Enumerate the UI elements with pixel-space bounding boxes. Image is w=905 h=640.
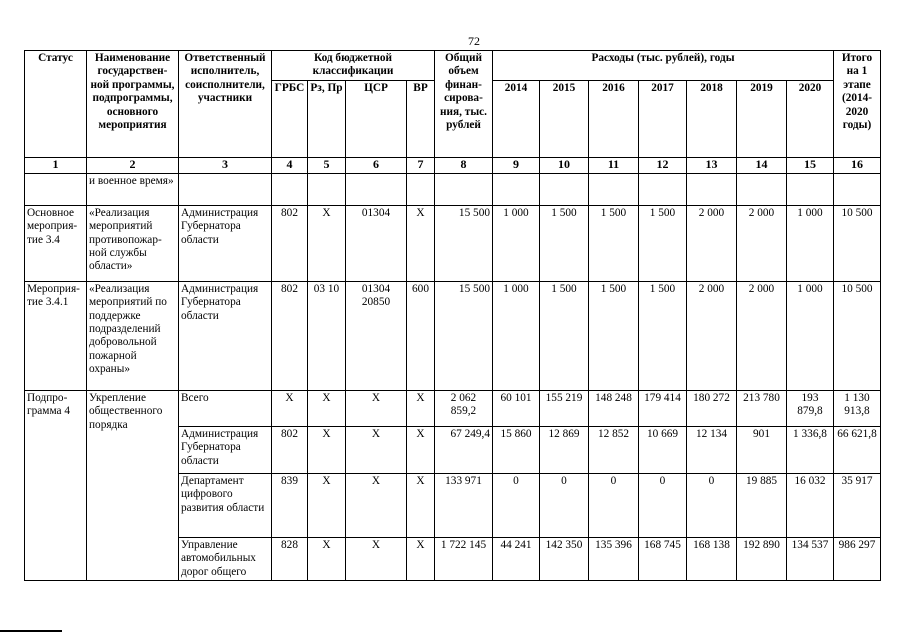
year-cell: 1 500	[589, 205, 639, 281]
executor-cell: Администрация Губернатора области	[179, 426, 272, 473]
csr-cell: Х	[346, 426, 407, 473]
col-number: 13	[687, 157, 737, 173]
status-cell: Основное мероприя-тие 3.4	[25, 205, 87, 281]
header-vr: ВР	[407, 80, 435, 157]
csr-cell: Х	[346, 390, 407, 426]
header-name: Наименование государствен-ной программы, подпрограммы, основного мероприятия	[87, 51, 179, 158]
page-number: 72	[468, 34, 480, 48]
year-cell: 2 000	[687, 281, 737, 390]
year-cell: 19 885	[737, 473, 787, 537]
col-number: 14	[737, 157, 787, 173]
year-cell: 15 860	[493, 426, 540, 473]
table-row	[25, 173, 881, 205]
header-year: 2014	[493, 80, 540, 157]
vr-cell: Х	[407, 537, 435, 580]
total-cell: 15 500	[435, 281, 493, 390]
year-cell: 10 669	[639, 426, 687, 473]
header-stage-total: Итого на 1 этапе (2014-2020 годы)	[834, 51, 881, 158]
grbs-cell: 802	[272, 426, 308, 473]
vr-cell: 600	[407, 281, 435, 390]
year-cell: 2 000	[737, 281, 787, 390]
table-row-subprogram-4-total	[25, 390, 881, 426]
grbs-cell: 828	[272, 537, 308, 580]
header-year: 2017	[639, 80, 687, 157]
header-executor: Ответственный исполнитель, соисполнители, участники	[179, 51, 272, 158]
year-cell: 179 414	[639, 390, 687, 426]
header-year: 2018	[687, 80, 737, 157]
col-number: 10	[540, 157, 589, 173]
year-cell: 155 219	[540, 390, 589, 426]
year-cell: 0	[493, 473, 540, 537]
rz-cell: Х	[308, 205, 346, 281]
col-number: 9	[493, 157, 540, 173]
name-cell: «Реализация мероприятий противопожар-ной службы области»	[87, 205, 179, 281]
year-cell: 134 537	[787, 537, 834, 580]
executor-cell: Департамент цифрового развития области	[179, 473, 272, 537]
year-cell: 1 000	[493, 205, 540, 281]
year-cell: 12 869	[540, 426, 589, 473]
col-number: 2	[87, 157, 179, 173]
stage-total-cell: 10 500	[834, 205, 881, 281]
col-number: 6	[346, 157, 407, 173]
rz-cell: 03 10	[308, 281, 346, 390]
header-year: 2015	[540, 80, 589, 157]
year-cell: 168 745	[639, 537, 687, 580]
stage-total-cell: 1 130 913,8	[834, 390, 881, 426]
header-total: Общий объем финан-сирова-ния, тыс. рублей	[435, 51, 493, 158]
col-number: 5	[308, 157, 346, 173]
status-cell: Подпро-грамма 4	[25, 390, 87, 580]
total-cell: 67 249,4	[435, 426, 493, 473]
stage-total-cell: 10 500	[834, 281, 881, 390]
year-cell: 901	[737, 426, 787, 473]
csr-cell: Х	[346, 537, 407, 580]
header-year: 2020	[787, 80, 834, 157]
csr-cell: Х	[346, 473, 407, 537]
col-number: 11	[589, 157, 639, 173]
year-cell: 1 500	[540, 205, 589, 281]
year-cell: 168 138	[687, 537, 737, 580]
year-cell: 1 336,8	[787, 426, 834, 473]
rz-cell: Х	[308, 537, 346, 580]
csr-cell: 01304	[346, 205, 407, 281]
grbs-cell: Х	[272, 390, 308, 426]
header-rz: Рз, Пр	[308, 80, 346, 157]
grbs-cell: 839	[272, 473, 308, 537]
year-cell: 12 134	[687, 426, 737, 473]
header-budget-code: Код бюджетной классификации	[272, 51, 435, 81]
grbs-cell: 802	[272, 281, 308, 390]
vr-cell: Х	[407, 205, 435, 281]
rz-cell: Х	[308, 426, 346, 473]
executor-cell: Управление автомобильных дорог общего	[179, 537, 272, 580]
year-cell: 1 000	[493, 281, 540, 390]
year-cell: 0	[589, 473, 639, 537]
budget-table	[24, 50, 881, 581]
year-cell: 135 396	[589, 537, 639, 580]
year-cell: 44 241	[493, 537, 540, 580]
year-cell: 192 890	[737, 537, 787, 580]
year-cell: 1 000	[787, 281, 834, 390]
year-cell: 2 000	[737, 205, 787, 281]
year-cell: 12 852	[589, 426, 639, 473]
name-cell: «Реализация мероприятий по поддержке подразделений добровольной пожарной охраны»	[87, 281, 179, 390]
csr-cell: 01304 20850	[346, 281, 407, 390]
column-number-row	[25, 157, 881, 173]
year-cell: 142 350	[540, 537, 589, 580]
total-cell: 15 500	[435, 205, 493, 281]
year-cell: 1 500	[589, 281, 639, 390]
year-cell: 2 000	[687, 205, 737, 281]
header-grbs: ГРБС	[272, 80, 308, 157]
scan-edge-line	[0, 630, 62, 632]
col-number: 3	[179, 157, 272, 173]
total-cell: 1 722 145	[435, 537, 493, 580]
year-cell: 1 500	[639, 205, 687, 281]
stage-total-cell: 35 917	[834, 473, 881, 537]
status-cell: Мероприя-тие 3.4.1	[25, 281, 87, 390]
col-number: 8	[435, 157, 493, 173]
year-cell: 60 101	[493, 390, 540, 426]
header-csr: ЦСР	[346, 80, 407, 157]
stage-total-cell: 986 297	[834, 537, 881, 580]
year-cell: 193 879,8	[787, 390, 834, 426]
stage-total-cell: 66 621,8	[834, 426, 881, 473]
header-year: 2019	[737, 80, 787, 157]
name-cell: и военное время»	[87, 173, 179, 205]
rz-cell: Х	[308, 390, 346, 426]
table-row-event-3-4-1	[25, 281, 881, 390]
grbs-cell: 802	[272, 205, 308, 281]
col-number: 4	[272, 157, 308, 173]
year-cell: 1 500	[639, 281, 687, 390]
year-cell: 180 272	[687, 390, 737, 426]
col-number: 7	[407, 157, 435, 173]
rz-cell: Х	[308, 473, 346, 537]
table-row-main-event-3-4	[25, 205, 881, 281]
year-cell: 16 032	[787, 473, 834, 537]
year-cell: 1 500	[540, 281, 589, 390]
year-cell: 0	[639, 473, 687, 537]
year-cell: 1 000	[787, 205, 834, 281]
status-cell	[25, 173, 87, 205]
year-cell: 0	[687, 473, 737, 537]
header-row-1	[25, 51, 881, 81]
executor-cell: Всего	[179, 390, 272, 426]
header-status: Статус	[25, 51, 87, 158]
year-cell: 148 248	[589, 390, 639, 426]
vr-cell: Х	[407, 390, 435, 426]
name-cell: Укрепление общественного порядка	[87, 390, 179, 580]
executor-cell: Администрация Губернатора области	[179, 281, 272, 390]
header-year: 2016	[589, 80, 639, 157]
vr-cell: Х	[407, 473, 435, 537]
total-cell: 133 971	[435, 473, 493, 537]
executor-cell: Администрация Губернатора области	[179, 205, 272, 281]
col-number: 16	[834, 157, 881, 173]
vr-cell: Х	[407, 426, 435, 473]
total-cell: 2 062 859,2	[435, 390, 493, 426]
col-number: 15	[787, 157, 834, 173]
header-expenses: Расходы (тыс. рублей), годы	[493, 51, 834, 81]
year-cell: 0	[540, 473, 589, 537]
col-number: 1	[25, 157, 87, 173]
year-cell: 213 780	[737, 390, 787, 426]
col-number: 12	[639, 157, 687, 173]
